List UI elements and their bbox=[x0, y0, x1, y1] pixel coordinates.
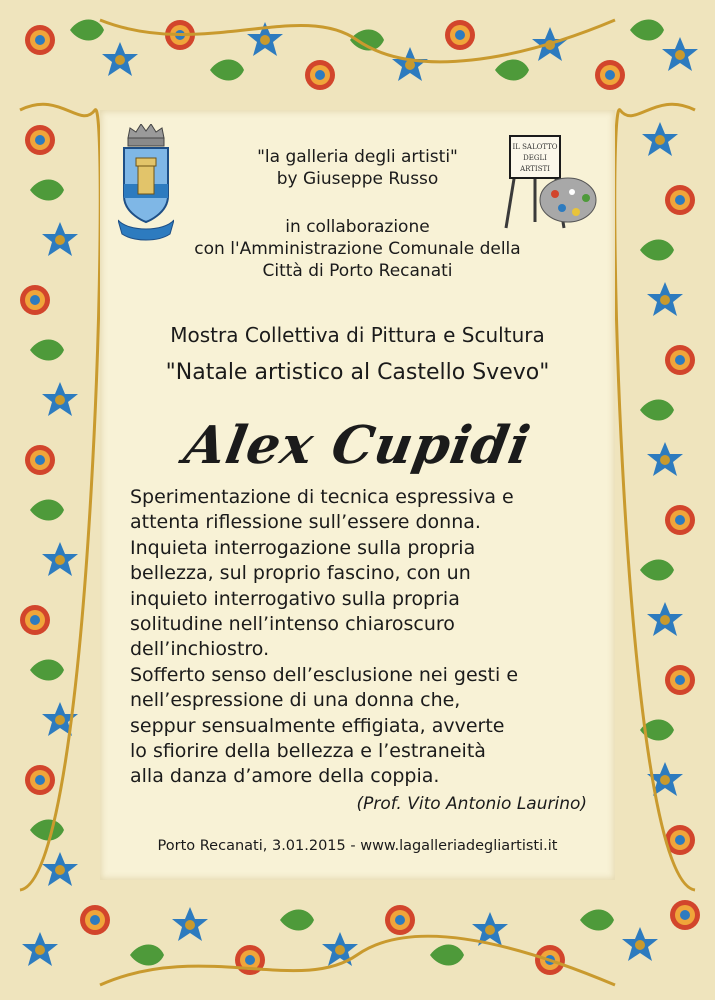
critique-text bbox=[130, 485, 600, 790]
footer-date-website: Porto Recanati, 3.01.2015 - www.lagalleriadegliartisti.it bbox=[157, 838, 558, 854]
critique-line: alla danza d’amore della coppia. bbox=[130, 765, 440, 788]
collaboration-header bbox=[100, 216, 615, 282]
artist-name: Alex Cupidi bbox=[179, 415, 536, 476]
logo-sign-line3: ARTISTI bbox=[520, 165, 550, 173]
critique-line: dell’inchiostro. bbox=[130, 638, 270, 661]
certificate-content bbox=[100, 110, 615, 880]
critique-line: solitudine nell’intenso chiaroscuro bbox=[130, 613, 455, 636]
critique-line: Sperimentazione di tecnica espressiva e bbox=[130, 486, 514, 508]
gallery-owner: by Giuseppe Russo bbox=[276, 169, 439, 189]
critique-line: attenta riflessione sull’essere donna. bbox=[130, 511, 481, 534]
critique-line: Sofferto senso dell’esclusione nei gesti e bbox=[130, 663, 519, 686]
critique-line: nell’espressione di una donna che, bbox=[130, 689, 461, 712]
critique-line: Inquieta interrogazione sulla propria bbox=[130, 536, 476, 559]
gallery-header bbox=[100, 146, 615, 190]
critique-line: bellezza, sul proprio fascino, con un bbox=[130, 562, 471, 585]
critique-line: seppur sensualmente effigiata, avverte bbox=[130, 714, 505, 737]
event-title: Mostra Collettiva di Pittura e Scultura bbox=[170, 323, 545, 347]
logo-sign-line2: DEGLI bbox=[523, 154, 547, 162]
gallery-name: "la galleria degli artisti" bbox=[257, 147, 458, 167]
collab-line-2: con l'Amministrazione Comunale della bbox=[194, 239, 521, 259]
critique-line: inquieto interrogativo sulla propria bbox=[130, 587, 460, 610]
event-subtitle: "Natale artistico al Castello Svevo" bbox=[165, 360, 550, 385]
critique-line: lo sfiorire della bellezza e l’estraneità bbox=[130, 740, 486, 763]
collab-line-3: Città di Porto Recanati bbox=[262, 261, 453, 281]
critique-author: (Prof. Vito Antonio Laurino) bbox=[356, 794, 587, 814]
logo-sign-line1: IL SALOTTO bbox=[512, 143, 558, 151]
collab-line-1: in collaborazione bbox=[285, 217, 430, 237]
